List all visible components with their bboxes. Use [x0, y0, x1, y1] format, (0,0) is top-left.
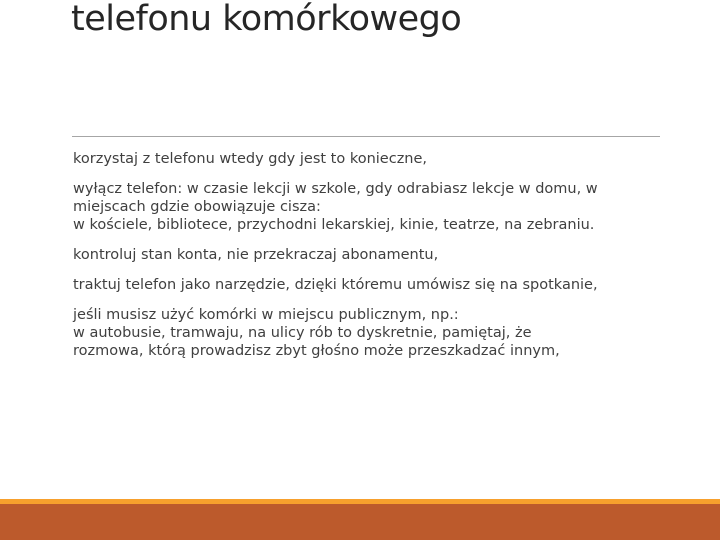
paragraph-line: kontroluj stan konta, nie przekraczaj abonamentu,	[73, 247, 439, 263]
paragraph-line: traktuj telefon jako narzędzie, dzięki któremu umówisz się na spotkanie,	[73, 277, 598, 293]
paragraph-line: miejscach gdzie obowiązuje cisza:	[73, 199, 321, 215]
paragraph-line: rozmowa, którą prowadzisz zbyt głośno może przeszkadzać innym,	[73, 343, 560, 359]
paragraph	[73, 246, 673, 264]
slide-title: telefonu komórkowego	[71, 0, 462, 39]
paragraph	[73, 276, 673, 294]
paragraph	[73, 150, 673, 168]
title-divider	[72, 136, 660, 137]
paragraph-line: w kościele, bibliotece, przychodni lekarskiej, kinie, teatrze, na zebraniu.	[73, 217, 595, 233]
paragraph-line: korzystaj z telefonu wtedy gdy jest to konieczne,	[73, 151, 428, 167]
footer-bar	[0, 504, 720, 540]
paragraph-line: wyłącz telefon: w czasie lekcji w szkole, gdy odrabiasz lekcje w domu, w	[73, 181, 598, 197]
paragraph-line: jeśli musisz użyć komórki w miejscu publicznym, np.:	[73, 307, 459, 323]
paragraph-line: w autobusie, tramwaju, na ulicy rób to dyskretnie, pamiętaj, że	[73, 325, 532, 341]
paragraph	[73, 306, 673, 360]
paragraph	[73, 180, 673, 234]
slide-content	[73, 150, 673, 372]
